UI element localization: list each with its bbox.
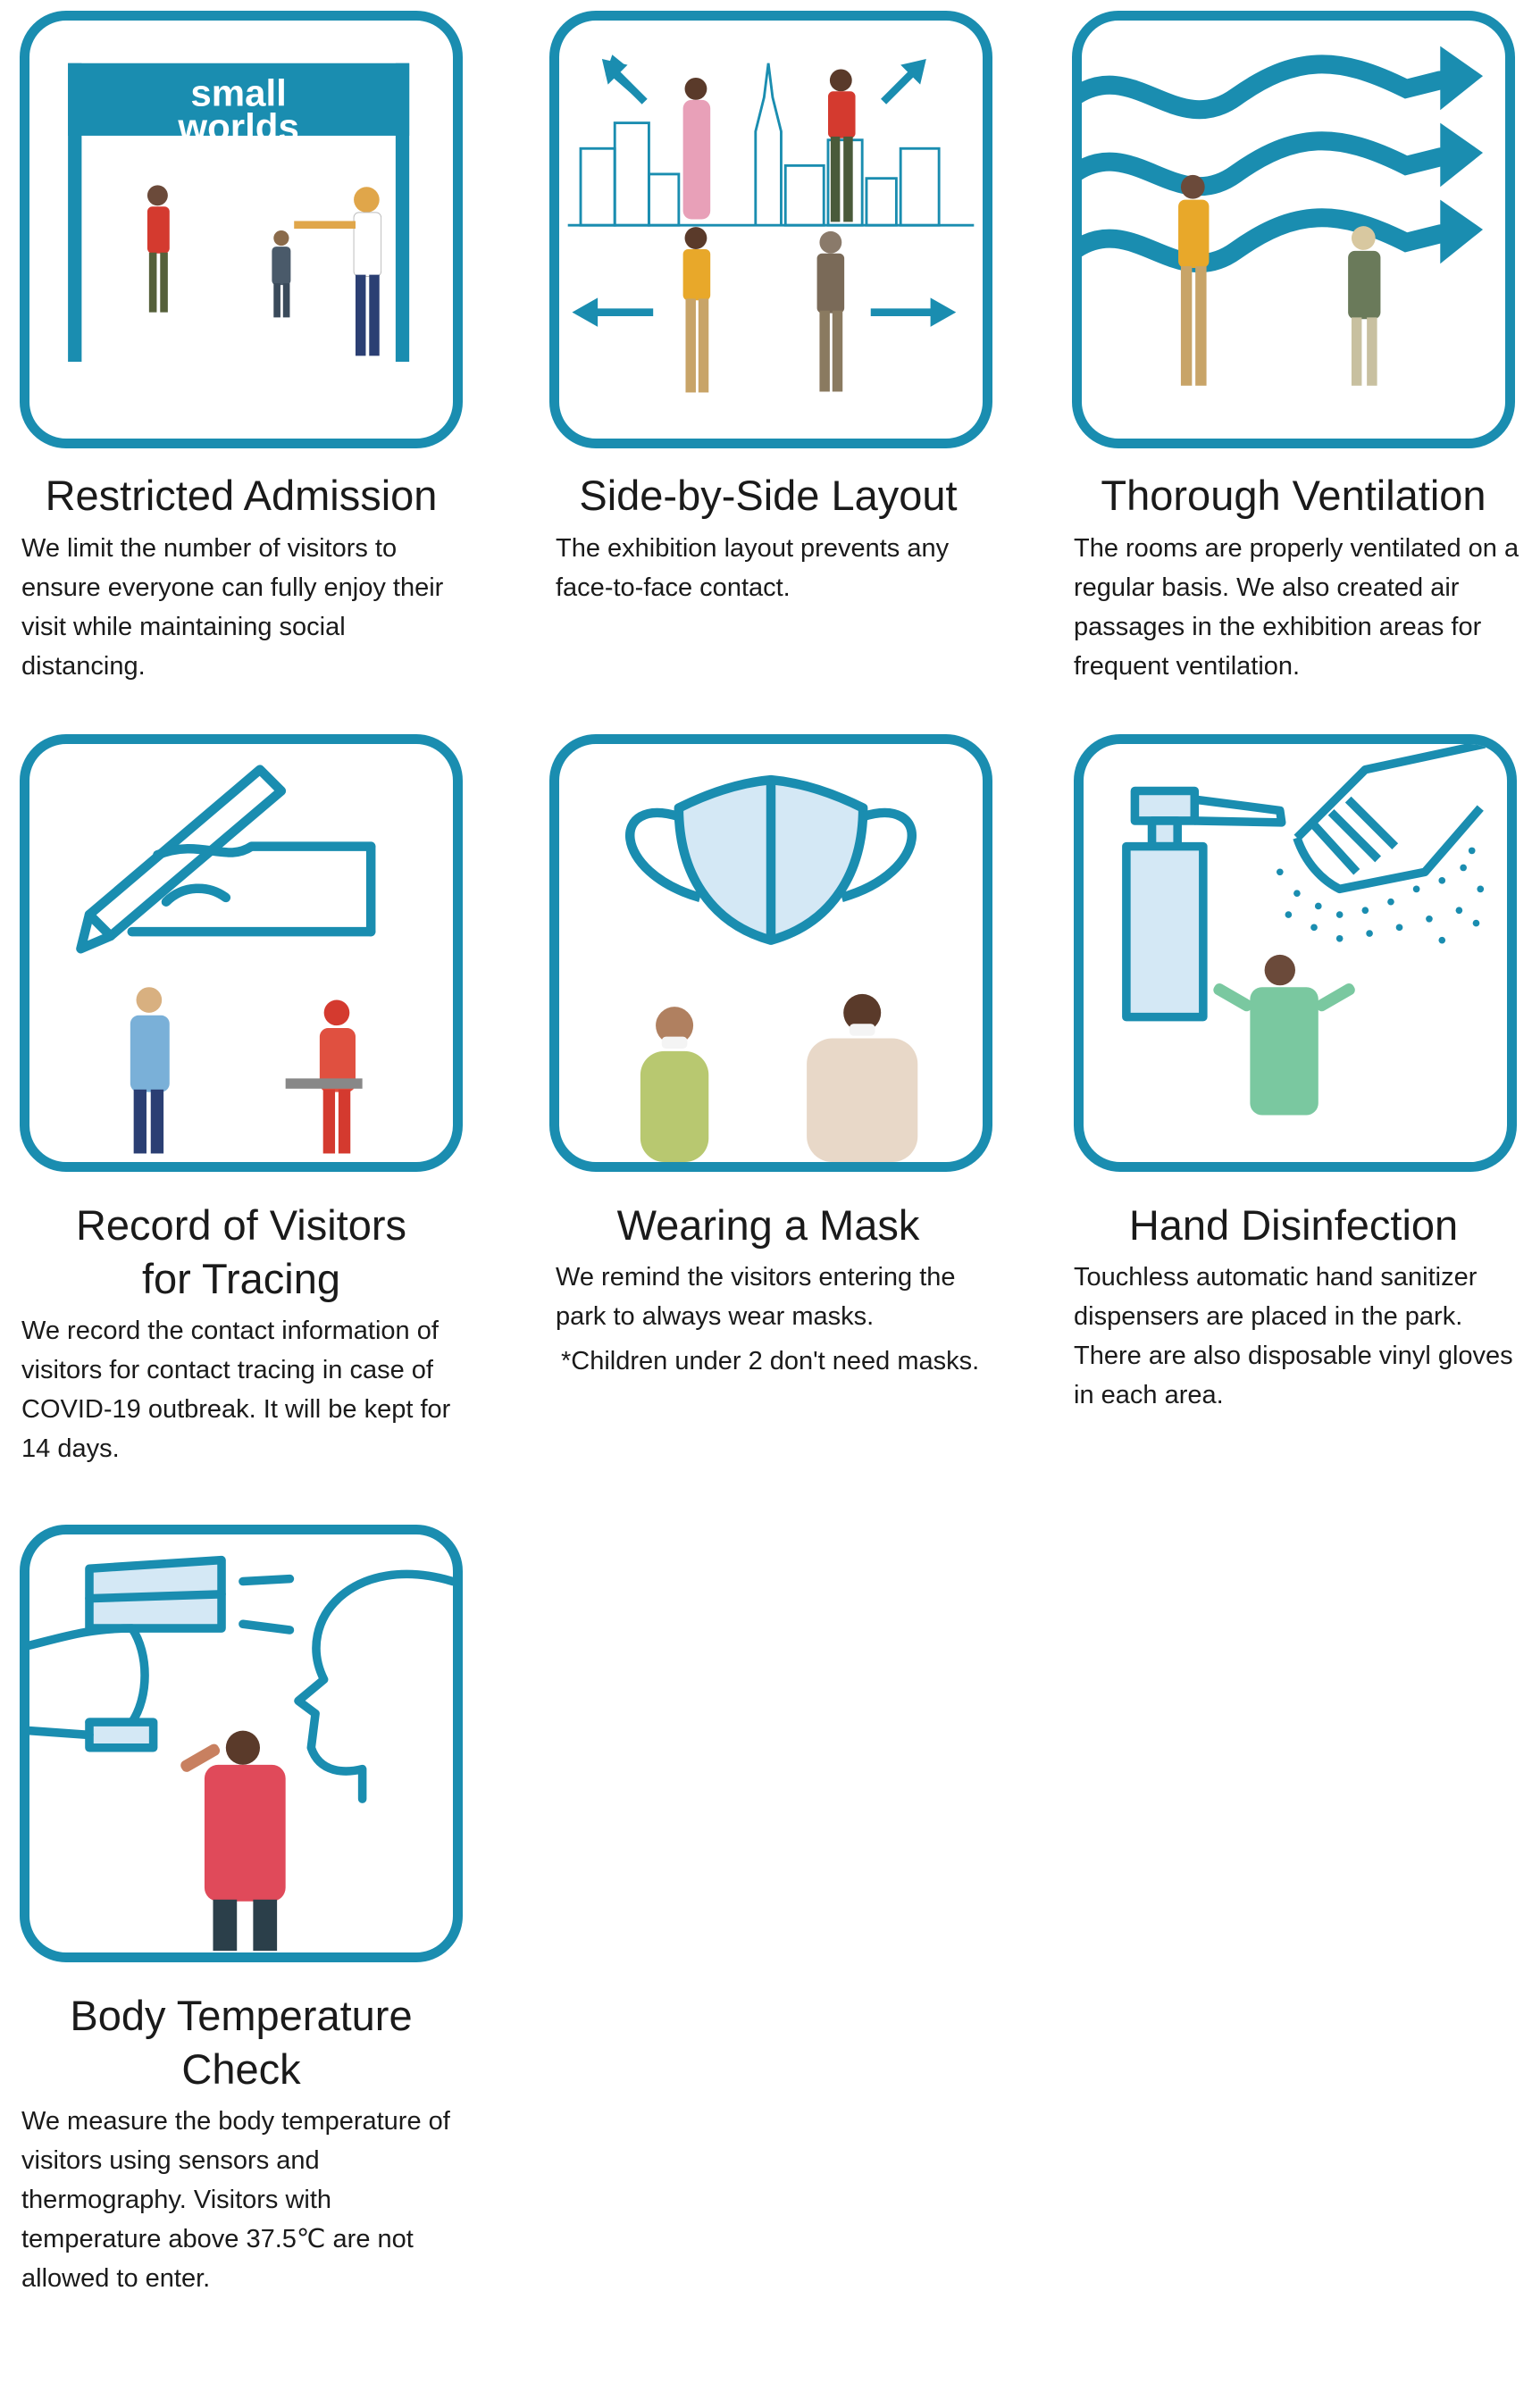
card-body-text: We remind the visitors entering the park to always wear masks. xyxy=(556,1263,956,1331)
sanitizer-dispenser-icon xyxy=(1084,744,1507,1162)
figure-person xyxy=(179,1731,286,1951)
card-body xyxy=(1074,529,1520,686)
card-title: Thorough Ventilation xyxy=(1101,472,1486,519)
tile-restricted-admission xyxy=(20,11,463,448)
tile-thorough-ventilation xyxy=(1072,11,1515,448)
card-hand-disinfection xyxy=(1036,723,1532,1509)
card-body-text: We measure the body temperature of visitors using sensors and thermography. Visitors with temperature above 37.5℃ are not allowed to enter. xyxy=(21,2107,450,2293)
card-restricted-admission xyxy=(0,0,500,715)
figure-people xyxy=(1178,175,1380,386)
card-body-text: We limit the number of visitors to ensure everyone can fully enjoy their visit while maintaining social distancing. xyxy=(21,534,444,681)
figure-person xyxy=(147,185,170,312)
figure-people xyxy=(683,69,856,392)
card-title: Hand Disinfection xyxy=(1128,1201,1459,1249)
card-title: Side-by-Side Layout xyxy=(579,472,958,519)
airflow-icon xyxy=(1082,21,1505,439)
figure-people xyxy=(130,987,363,1153)
card-body-text: We record the contact information of visitors for contact tracing in case of COVID-19 outbreak. It will be kept for 14 days. xyxy=(21,1317,451,1463)
card-title-line2: Check xyxy=(181,2045,301,2093)
card-body-text: Touchless automatic hand sanitizer dispensers are placed in the park. There are also disposable vinyl gloves in each area. xyxy=(1074,1263,1513,1409)
figure-person xyxy=(1211,955,1357,1116)
card-title: Wearing a Mask xyxy=(616,1201,920,1249)
card-title-line1: Record of Visitors xyxy=(75,1201,407,1249)
entrance-gate-icon xyxy=(29,21,453,439)
card-wearing-a-mask xyxy=(518,723,1018,1509)
hand-writing-icon xyxy=(29,744,453,1162)
figure-guard xyxy=(294,187,381,355)
thermometer-gun-icon xyxy=(29,1534,453,1952)
tile-wearing-a-mask xyxy=(549,734,992,1172)
card-title-line1: Body Temperature xyxy=(70,1992,413,2039)
card-thorough-ventilation xyxy=(1036,0,1532,715)
card-title-line2: for Tracing xyxy=(141,1255,341,1302)
figure-child xyxy=(272,230,290,317)
card-body xyxy=(556,1258,1002,1381)
tile-hand-disinfection xyxy=(1074,734,1517,1172)
card-body-text: The exhibition layout prevents any face-to-face contact. xyxy=(556,534,950,602)
card-title: Restricted Admission xyxy=(45,472,438,519)
card-note-text: *Children under 2 don't need masks. xyxy=(561,1347,980,1375)
tile-record-of-visitors xyxy=(20,734,463,1172)
card-record-of-visitors xyxy=(0,723,500,1509)
card-side-by-side-layout xyxy=(518,0,1018,715)
logo-line1: small xyxy=(190,71,287,114)
card-body xyxy=(21,529,459,686)
card-body xyxy=(21,2102,455,2298)
card-body-temperature-check xyxy=(0,1514,500,2336)
card-body-text: The rooms are properly ventilated on a regular basis. We also created air passages in the exhibition areas for frequent ventilation. xyxy=(1074,534,1519,681)
face-mask-icon xyxy=(559,744,983,1162)
card-body xyxy=(21,1311,455,1468)
card-body xyxy=(1074,1258,1520,1415)
figure-people xyxy=(640,994,917,1162)
logo-line2: worlds xyxy=(178,105,299,148)
city-arrows-icon xyxy=(559,21,983,439)
card-body xyxy=(556,529,1002,607)
tile-side-by-side-layout xyxy=(549,11,992,448)
tile-body-temperature-check xyxy=(20,1525,463,1962)
